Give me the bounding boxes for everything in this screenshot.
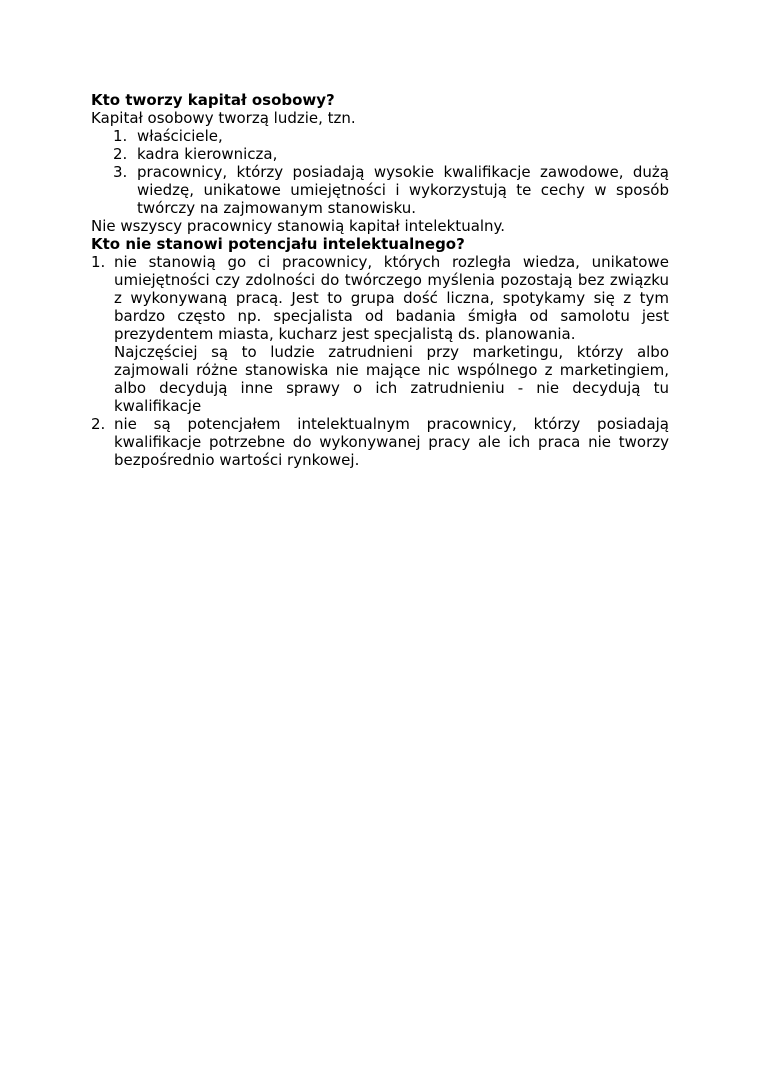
list-item	[91, 145, 669, 163]
list-item-number: 1.	[113, 127, 128, 145]
list-item	[91, 163, 669, 217]
list-item-number: 2.	[91, 415, 106, 433]
list-item-text: nie stanowią go ci pracownicy, których rozległa wiedza, unikatowe umiejętności czy zdolności do twórczego myślenia pozostają bez związku z wykonywaną pracą. Jest to grupa dość liczna, spotykamy się z tym bardzo często np. specjalista od badania śmigła od samolotu jest prezydentem miasta, kucharz jest specjalistą ds. planowania.	[114, 253, 669, 343]
list-item	[91, 127, 669, 145]
section1-list	[91, 127, 669, 217]
list-item-number: 2.	[113, 145, 128, 163]
list-item-text: kadra kierownicza,	[137, 145, 278, 163]
section2-list	[91, 253, 669, 469]
list-item	[91, 253, 669, 415]
section2-heading: Kto nie stanowi potencjału intelektualnego?	[91, 235, 465, 253]
list-item-number: 3.	[113, 163, 128, 181]
list-item	[91, 415, 669, 469]
list-item-text: właściciele,	[137, 127, 223, 145]
list-item-continuation: Najczęściej są to ludzie zatrudnieni przy marketingu, którzy albo zajmowali różne stanowiska nie mające nic wspólnego z marketingiem, albo decydują inne sprawy o ich zatrudnieniu - nie decydują tu kwalifikacje	[114, 343, 669, 415]
document-content	[91, 91, 669, 469]
section1-heading: Kto tworzy kapitał osobowy?	[91, 91, 335, 109]
list-item-text: nie są potencjałem intelektualnym pracownicy, którzy posiadają kwalifikacje potrzebne do wykonywanej pracy ale ich praca nie tworzy bezpośrednio wartości rynkowej.	[114, 415, 669, 469]
section1-closing: Nie wszyscy pracownicy stanowią kapitał intelektualny.	[91, 217, 506, 235]
section1-intro: Kapitał osobowy tworzą ludzie, tzn.	[91, 109, 356, 127]
list-item-text: pracownicy, którzy posiadają wysokie kwalifikacje zawodowe, dużą wiedzę, unikatowe umiejętności i wykorzystują te cechy w sposób twórczy na zajmowanym stanowisku.	[137, 163, 669, 217]
list-item-number: 1.	[91, 253, 106, 271]
